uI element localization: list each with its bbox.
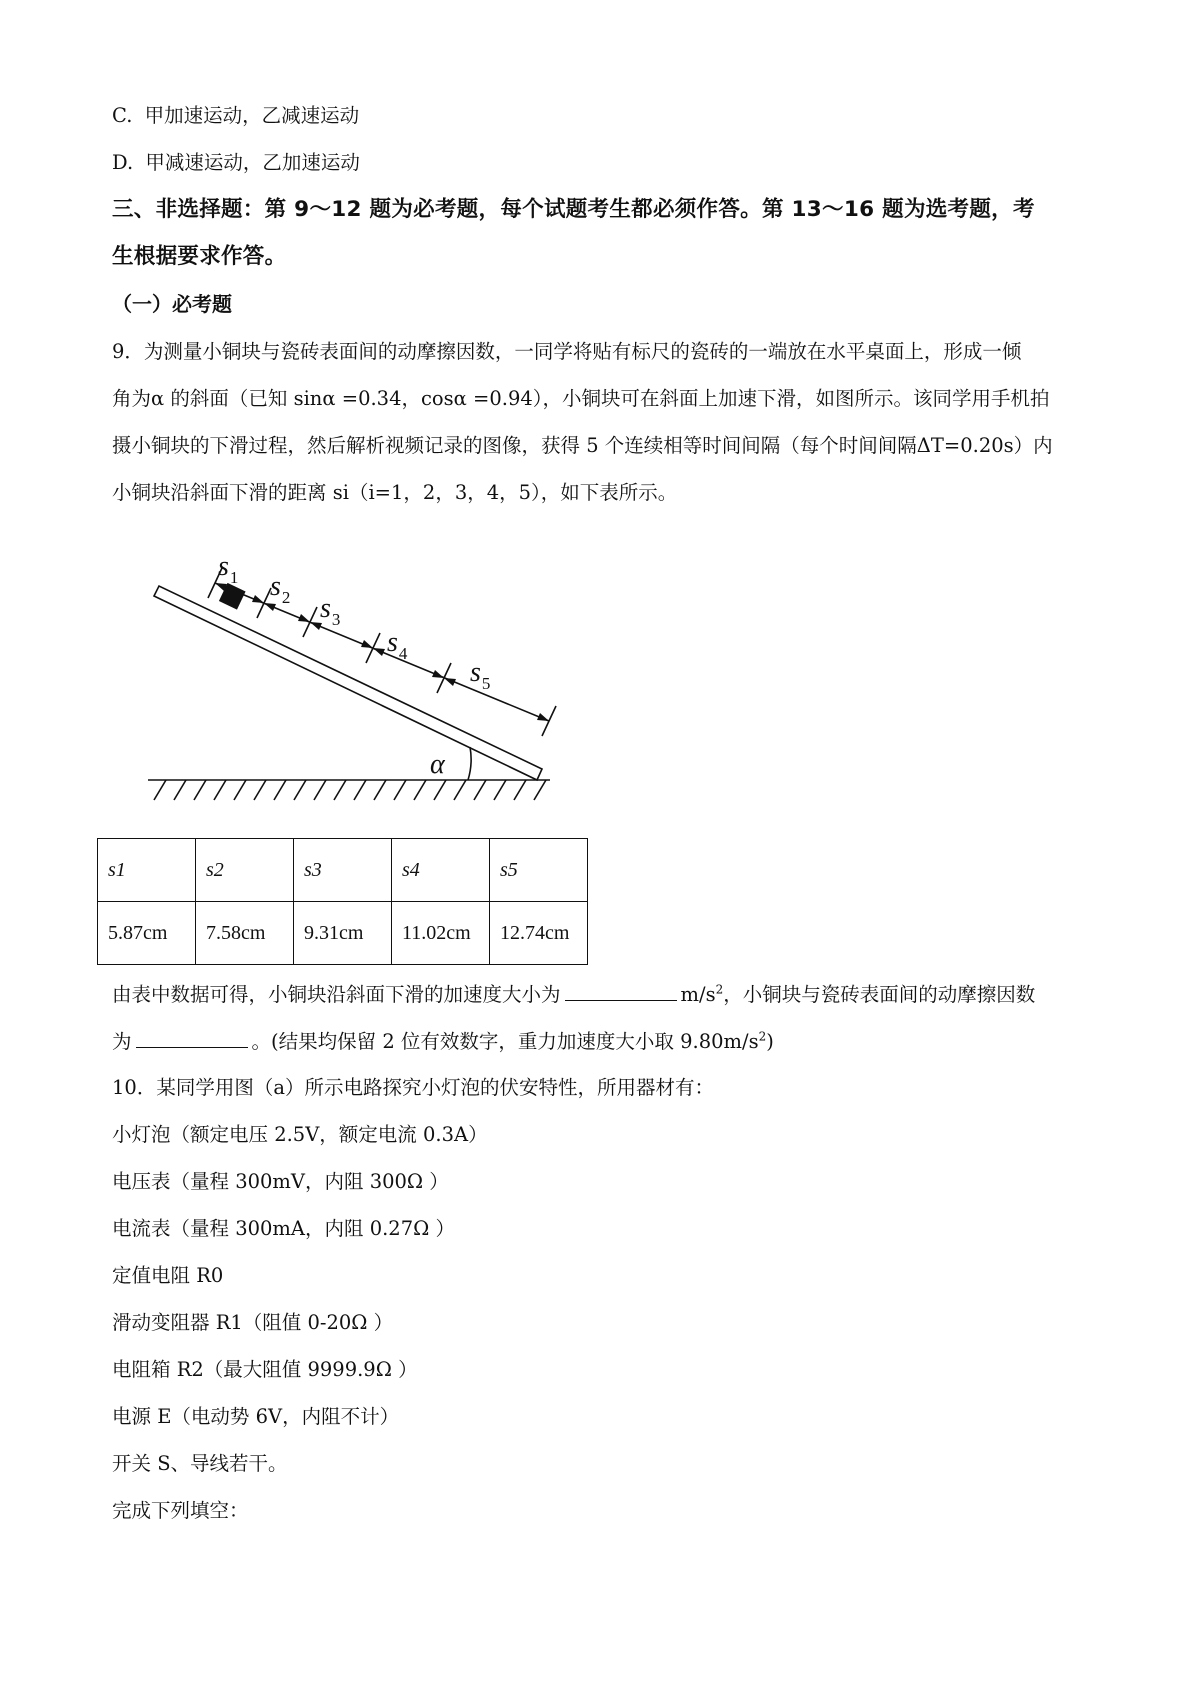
table-header-cell: s4 [392,839,490,902]
q10-item: 开关 S、导线若干。 [112,1452,288,1475]
answer-text: ，小铜块与瓷砖表面间的动摩擦因数 [723,983,1036,1006]
q10-item: 电源 E（电动势 6V，内阻不计） [112,1405,400,1428]
table-cell: 12.74cm [490,902,588,965]
q10-item: 电流表（量程 300mA，内阻 0.27Ω ） [112,1217,455,1240]
table-header-cell: s3 [294,839,392,902]
option-text: 甲加速运动，乙减速运动 [144,104,360,127]
section-heading-line2: 生根据要求作答。 [112,244,287,269]
label-s5: $s_5$ [470,657,491,693]
q10-item: 完成下列填空： [112,1499,249,1522]
label-s1: $s_1$ [218,551,239,587]
label-s3: $s_3$ [320,593,341,629]
label-angle: α [430,749,445,780]
q10-item: 小灯泡（额定电压 2.5V，额定电流 0.3A） [112,1123,488,1146]
unit-text: m/s [680,983,716,1006]
q10-item: 电压表（量程 300mV，内阻 300Ω ） [112,1170,449,1193]
q10-item: 定值电阻 R0 [112,1264,224,1287]
answer-text: 为 [112,1030,132,1053]
q10-intro: 10．某同学用图（a）所示电路探究小灯泡的伏安特性，所用器材有： [112,1076,714,1099]
option-text: 甲减速运动，乙加速运动 [145,151,360,174]
table-cell: 7.58cm [196,902,294,965]
answer-text: 。(结果均保留 2 位有效数字，重力加速度大小取 9.80m/s [251,1030,759,1053]
acceleration-blank[interactable] [565,982,677,1001]
table-cell: 11.02cm [392,902,490,965]
q10-item: 电阻箱 R2（最大阻值 9999.9Ω ） [112,1358,418,1381]
option-d [112,151,1104,175]
table-header-row [98,839,588,902]
label-s4: $s_4$ [387,627,408,663]
table-cell: 9.31cm [294,902,392,965]
q9-line-3: 摄小铜块的下滑过程，然后解析视频记录的图像，获得 5 个连续相等时间间隔（每个时间间隔ΔT=0.20s）内 [112,434,1053,457]
option-letter: D. [112,151,134,174]
q10-item: 滑动变阻器 R1（阻值 0-20Ω ） [112,1311,394,1334]
option-letter: C. [112,104,133,127]
label-s2: $s_2$ [270,571,291,607]
table-header-cell: s5 [490,839,588,902]
table-header-cell: s1 [98,839,196,902]
table-row [98,902,588,965]
table-cell: 5.87cm [98,902,196,965]
answer-text: 由表中数据可得，小铜块沿斜面下滑的加速度大小为 [112,983,561,1006]
distance-table [97,838,588,965]
q9-line-4: 小铜块沿斜面下滑的距离 si（i=1，2，3，4，5），如下表所示。 [112,481,678,504]
friction-blank[interactable] [136,1029,248,1048]
subsection-heading: （一）必考题 [112,292,232,316]
q9-line-2: 角为α 的斜面（已知 sinα =0.34，cosα =0.94），小铜块可在斜面上加速下滑，如图所示。该同学用手机拍 [112,387,1050,410]
section-heading-line1: 三、非选择题：第 9～12 题为必考题，每个试题考生都必须作答。第 13～16 题为选考题，考 [112,197,1035,222]
option-c [112,104,1104,128]
q9-answer-line-1: 由表中数据可得，小铜块沿斜面下滑的加速度大小为 $m/s^2$，小铜块与瓷砖表面间的动摩擦因数 [112,982,1036,1006]
angle-arc [468,747,471,780]
q9-answer-line-2: 为 。(结果均保留 2 位有效数字，重力加速度大小取 $9.80m/s^2$) [112,1029,774,1053]
table-header-cell: s2 [196,839,294,902]
q9-line-1: 9．为测量小铜块与瓷砖表面间的动摩擦因数，一同学将贴有标尺的瓷砖的一端放在水平桌面上，形成一倾 [112,340,1022,363]
ground-hatching [154,780,546,800]
answer-text: ) [766,1030,774,1053]
incline-figure [140,540,560,810]
